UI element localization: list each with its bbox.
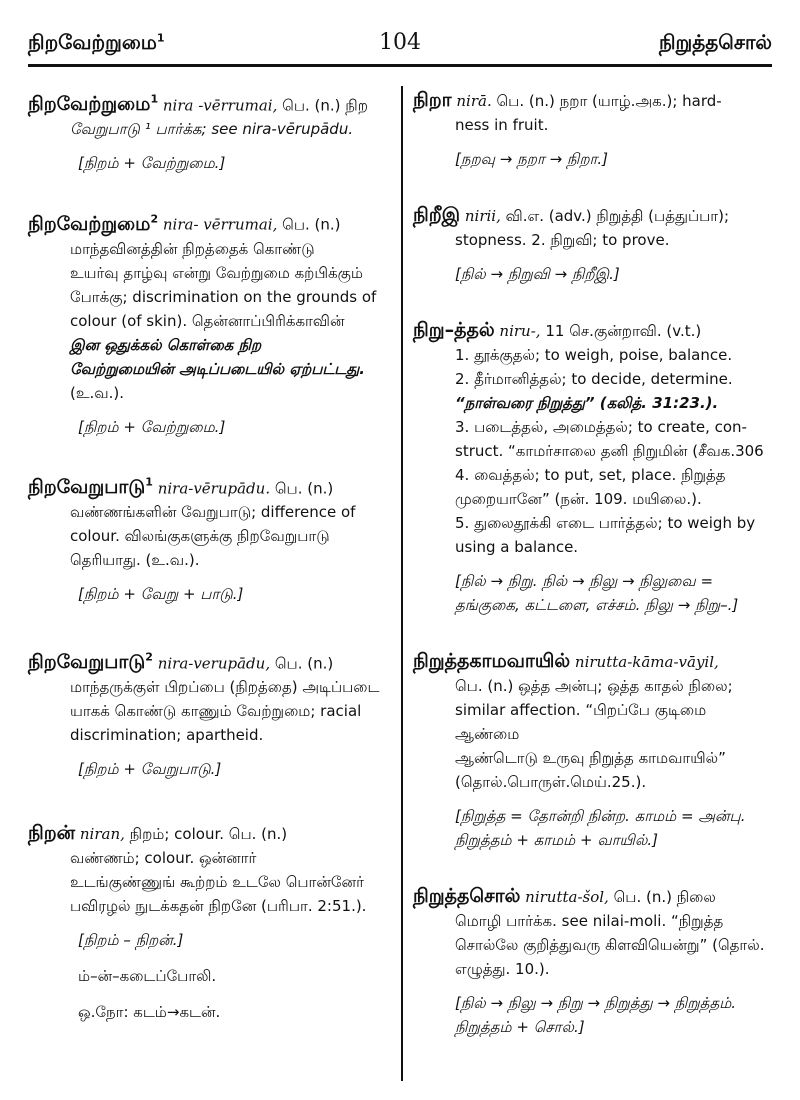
note-line: ஒ.நோ: கடம்→கடன். [78,1003,221,1022]
entry-nira [413,88,775,171]
definition-line: 1. தூக்குதல்; to weigh, poise, balance. [455,346,733,364]
transliteration: nira-vērupādu. [157,478,271,497]
definition-line: 3. படைத்தல், அமைத்தல்; to create, con- [455,418,747,436]
etymology: [நிறம் + வேற்றுமை.] [78,417,226,436]
definition-line: மாந்தவினத்தின் நிறத்தைக் கொண்டு [70,239,315,258]
definition-line: போக்கு; discrimination on the grounds of [70,287,377,306]
etymology: [நிறம் + வேற்றுமை.] [78,154,226,173]
etymology: [நில் → நிலு → நிறு → நிறுத்து → நிறுத்தம். நிறுத்தம் + சொல்.] [455,994,737,1036]
etymology: [நிறுத்த = தோன்றி நின்ற. காமம் = அன்பு. நிறுத்தம் + காமம் + வாயில்.] [455,807,746,849]
etymology: [நிறம் – நிறன்.] [78,931,184,950]
transliteration: nirā. [456,92,492,110]
entry-nirii [413,203,775,286]
definition-line: வேறுபாடு ¹ பார்க்க; see nira-vērupādu. [70,120,354,139]
headword: நிறவேறுபாடு$^1$ [28,475,153,498]
definition-line: முறையானே” (நன். 109. மயிலை.). [455,490,702,508]
etymology: [நறவு → நறா → நிறா.] [455,150,609,168]
definition-line: ness in fruit. [455,116,549,134]
definition-line: வண்ணம்; colour. ஒன்னார் [70,849,257,868]
definition-line: பெ. (n.) [274,478,334,497]
definition-line: using a balance. [455,538,579,556]
definition-line: (தொல்.பொருள்.மெய்.25.). [455,773,647,791]
entry-niruttakamavayil [413,649,775,852]
definition-line: 11 செ.குன்றாவி. (v.t.) [545,322,702,340]
definition-line: பெ. (n.) நறா (யாழ்.அக.); hard- [496,92,722,110]
header-left-text: நிறவேற்றுமை [28,30,157,54]
definition-line: யாகக் கொண்டு காணும் வேற்றுமை; racial [70,702,362,721]
definition-line: பெ. (n.) [274,654,334,673]
definition-line: பெ. (n.) [282,215,341,234]
definition-line: உயர்வு தாழ்வு என்று வேற்றுமை கற்பிக்கும் [70,263,363,282]
definition-line: (உ.வ.). [70,383,124,402]
definition-line: உடங்குண்ணுங் கூற்றம் உடலே பொன்னேர் [70,873,364,892]
definition-line: பவிரழல் நுடக்கதன் நிறனே (பரிபா. 2:51.). [70,897,367,916]
page-header [28,18,772,67]
definition-line: “நாள்வரை நிறுத்து” (கலித். 31:23.). [455,394,719,412]
headword: நிறீஇ [413,204,461,226]
entry-niraverupadu-1 [28,471,390,606]
definition-line: colour. விலங்குகளுக்கு நிறவேறுபாடு [70,526,330,545]
definition-line: பெ. (n.) நிற [282,96,368,115]
entry-niruttasol [413,884,775,1039]
transliteration: nira-verupādu, [157,654,271,673]
definition-line: நிறம்; colour. பெ. (n.) [129,825,288,844]
entry-niraverupadu-2 [28,646,390,781]
definition-line: 5. துலைதூக்கி எடை பார்த்தல்; to weigh by [455,514,756,532]
page-number: 104 [379,30,421,55]
definition-line: stopness. 2. நிறுவி; to prove. [455,231,670,249]
definition-line: வண்ணங்களின் வேறுபாடு; difference of [70,502,356,521]
definition-line: தெரியாது. (உ.வ.). [70,550,200,569]
definition-line: மொழி பார்க்க. see nilai-moli. “நிறுத்த [455,912,724,930]
transliteration: nira -vērrumai, [162,96,278,115]
entry-niruttal [413,318,775,617]
definition-line: ஆண்டொடு உருவு நிறுத்த காமவாயில்” [455,749,726,767]
entry-niraverrumai-1 [28,88,390,175]
transliteration: niru-, [499,322,541,340]
transliteration: nirutta-kāma-vāyil, [574,653,719,671]
definition-line: எழுத்து. 10.). [455,960,550,978]
etymology: [நிறம் + வேறுபாடு.] [78,760,222,779]
definition-line: struct. “காமர்சாலை தனி நிறுமின் (சீவக.306 [455,442,764,460]
definition-line: சொல்லே குறித்துவரு கிளவியென்று” (தொல். [455,936,765,954]
transliteration: niran, [79,825,125,844]
entry-niraverrumai-2 [28,207,390,438]
definition-line: பெ. (n.) நிலை [613,888,716,906]
headword: நிறவேறுபாடு$^2$ [28,650,153,674]
definition-line: பெ. (n.) ஒத்த அன்பு; ஒத்த காதல் நிலை; [455,677,733,695]
note-line: ம்–ன்–கடைப்போலி. [78,967,217,986]
headword: நிறவேற்றுமை$^2$ [28,212,159,235]
etymology: [நில் → நிறுவி → நிறீஇ.] [455,265,620,283]
headword: நிறு–த்தல் [413,319,495,341]
definition-line: வேற்றுமையின் அடிப்படையில் ஏற்பட்டது. [70,359,365,378]
header-left-sup: 1 [156,31,165,45]
definition-line: இன ஒதுக்கல் கொள்கை நிற [70,335,262,354]
column-divider [401,86,403,1081]
definition-line: similar affection. “பிறப்பே குடிமை ஆண்மை [455,701,707,743]
definition-line: வி.எ. (adv.) நிறுத்தி (பத்துப்பா); [505,207,730,225]
header-right-guideword: நிறுத்தசொல் [658,30,772,54]
transliteration: nira- vērrumai, [162,215,278,234]
headword: நிறுத்தகாமவாயில் [413,650,571,672]
etymology: [நிறம் + வேறு + பாடு.] [78,584,244,603]
headword: நிறன் [28,822,76,845]
etymology: [நில் → நிறு. நில் → நிலு → நிலுவை = தங்குகை, கட்டளை, எச்சம். நிலு → நிறு–.] [455,572,739,614]
headword: நிறுத்தசொல் [413,885,521,907]
definition-line: discrimination; apartheid. [70,726,264,745]
headword: நிறா [413,89,452,111]
entry-niran [28,821,390,1024]
definition-line: 4. வைத்தல்; to put, set, place. நிறுத்த [455,466,726,484]
right-column [413,88,775,1039]
definition-line: colour (of skin). தென்னாப்பிரிக்காவின் [70,311,345,330]
definition-line: மாந்தருக்குள் பிறப்பை (நிறத்தை) அடிப்படை [70,678,380,697]
headword: நிறவேற்றுமை$^1$ [28,93,159,116]
left-column [28,88,390,1024]
transliteration: nirii, [464,207,501,225]
definition-line: 2. தீர்மானித்தல்; to decide, determine. [455,370,733,388]
transliteration: nirutta-šol, [525,888,609,906]
